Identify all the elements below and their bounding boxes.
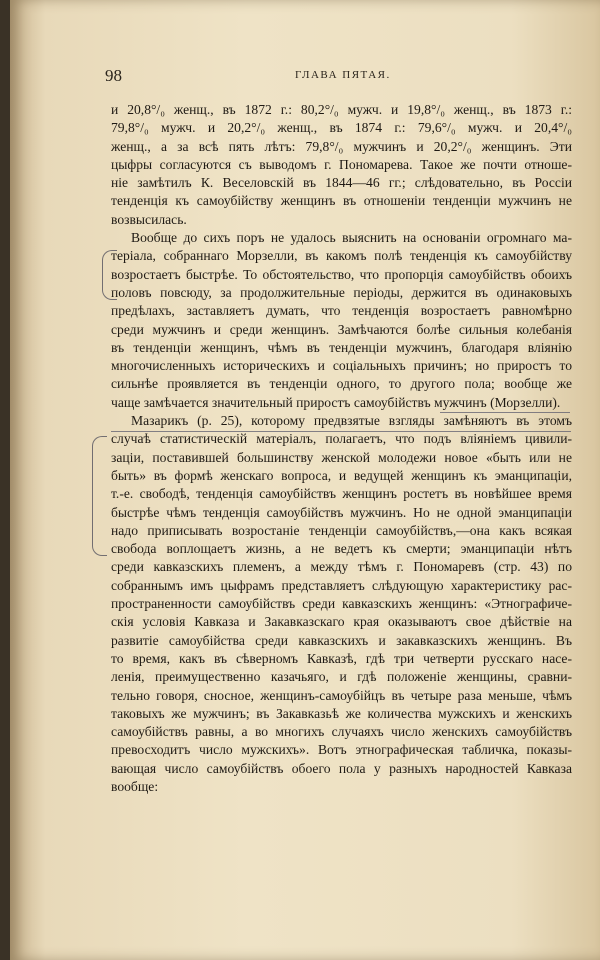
text-line: половъ повсюду, за продолжительные періоды, держится въ одинаковыхъ [111, 284, 572, 300]
text-line: возвысилась. [111, 211, 187, 227]
text-line: среди кавказскихъ племенъ, а между тѣмъ г. Пономаревъ (стр. 43) по [111, 559, 572, 575]
text-line: быть» въ формѣ женскаго вопроса, и ведущей женщинъ къ эманципаціи, [111, 467, 572, 483]
text-line: случаѣ статистическій матеріалъ, полагаетъ, что подъ вліяніемъ цивили- [111, 431, 572, 447]
text-line: быстрѣе чѣмъ тенденція самоубійствъ мужчинъ. Но не одной эманципаціи [111, 504, 572, 520]
text-line: женщ., а за всѣ пять лѣтъ: 79,8°/₀ мужчинъ и 20,2°/₀ женщинъ. Эти [111, 138, 572, 154]
paragraph-1 [111, 101, 572, 229]
running-title: ГЛАВА ПЯТАЯ. [295, 69, 391, 81]
body-text [111, 101, 572, 796]
text-line: теріала, собраннаго Морзелли, въ какомъ полѣ тенденція къ самоубійству [111, 248, 572, 264]
book-page [10, 0, 600, 960]
text-line: ніе замѣтилъ К. Веселовскій въ 1844—46 гг.; слѣдовательно, въ Россіи [111, 175, 572, 191]
text-line: тельно говоря, сносное, женщинъ-самоубійцъ въ четыре раза меньше, чѣмъ [111, 687, 572, 703]
text-line: сильнѣе проявляется въ тенденціи одного, то другого пола; вообще же [111, 376, 572, 392]
text-line: чаще замѣчается значительный приростъ самоубійствъ мужчинъ (Морзелли). [111, 394, 561, 410]
text-line: заціи, поставившей большинству женской молодежи новое «быть или не [111, 449, 572, 465]
text-line: Вообще до сихъ поръ не удалось выяснить на основаніи огромнаго ма- [131, 230, 572, 246]
text-line: самоубійствъ равны, а во многихъ случаяхъ число женскихъ самоубійствъ [111, 724, 572, 740]
text-line: предѣлахъ, заставляетъ думать, что тенденція возростаетъ равномѣрно [111, 303, 572, 319]
text-line: и 20,8°/₀ женщ., въ 1872 г.: 80,2°/₀ мужч. и 19,8°/₀ женщ., въ 1873 г.: [111, 102, 572, 117]
text-line: развитіе самоубійства среди кавказскихъ и закавказскихъ женщинъ. Въ [111, 632, 572, 648]
pencil-underline [111, 431, 571, 432]
text-line: въ тенденціи женщинъ, чѣмъ въ тенденціи мужчинъ, благодаря вліянію [111, 339, 572, 355]
margin-pencil-bracket [102, 250, 117, 300]
text-line: вообще: [111, 778, 159, 794]
text-line: т.-е. свободѣ, тенденція самоубійствъ женщинъ ростетъ въ новѣйшее время [111, 486, 572, 502]
text-line: цыфры согласуются съ выводомъ г. Пономарева. Такое же почти отноше- [111, 156, 572, 172]
text-line: среди мужчинъ и среди женщинъ. Замѣчаются болѣе сильныя колебанія [111, 321, 572, 337]
paragraph-3 [111, 412, 572, 796]
text-line: возростаетъ быстрѣе. То обстоятельство, что пропорція самоубійствъ обоихъ [111, 266, 572, 282]
text-line: тенденція къ самоубійству женщинъ въ отношеніи тенденціи мужчинъ не [111, 193, 572, 209]
text-line: Мазарикъ (р. 25), которому предвзятые взгляды замѣняютъ въ этомъ [131, 413, 572, 429]
text-line: вающая число самоубійствъ обоего пола у разныхъ народностей Кавказа [111, 760, 572, 776]
text-line: превосходитъ число мужскихъ». Вотъ этнографическая табличка, показы- [111, 742, 572, 758]
page-header [105, 66, 545, 88]
text-line: таковыхъ же мужчинъ; въ Закавказьѣ же количества мужскихъ и женскихъ [111, 705, 572, 721]
pencil-underline [440, 412, 570, 413]
text-line: свобода воплощаетъ жизнь, а не ведетъ къ смерти; эманципаціи нѣтъ [111, 541, 572, 557]
text-line: собраннымъ имъ цыфрамъ представляетъ слѣдующую характеристику рас- [111, 577, 572, 593]
text-line: 79,8°/₀ мужч. и 20,2°/₀ женщ., въ 1874 г.: 79,6°/₀ мужч. и 20,4°/₀ [111, 120, 572, 136]
text-line: то время, какъ въ сѣверномъ Кавказѣ, гдѣ три четверти русскаго насе- [111, 650, 572, 666]
paragraph-2 [111, 229, 572, 412]
page-number: 98 [105, 66, 122, 85]
text-line: надо приписывать возростаніе тенденціи самоубійствъ,—она какъ всякая [111, 522, 572, 538]
text-line: скія условія Кавказа и Закавказскаго края оказываютъ свое дѣйствіе на [111, 614, 572, 630]
text-line: ленія, преимущественно казачьяго, и гдѣ положеніе женщины, сравни- [111, 669, 572, 685]
margin-pencil-bracket [92, 436, 107, 556]
text-line: многочисленныхъ историческихъ и соціальныхъ причинъ; но приростъ то [111, 358, 572, 374]
text-line: пространенности самоубійствъ среди кавказскихъ женщинъ: «Этнографиче- [111, 596, 572, 612]
